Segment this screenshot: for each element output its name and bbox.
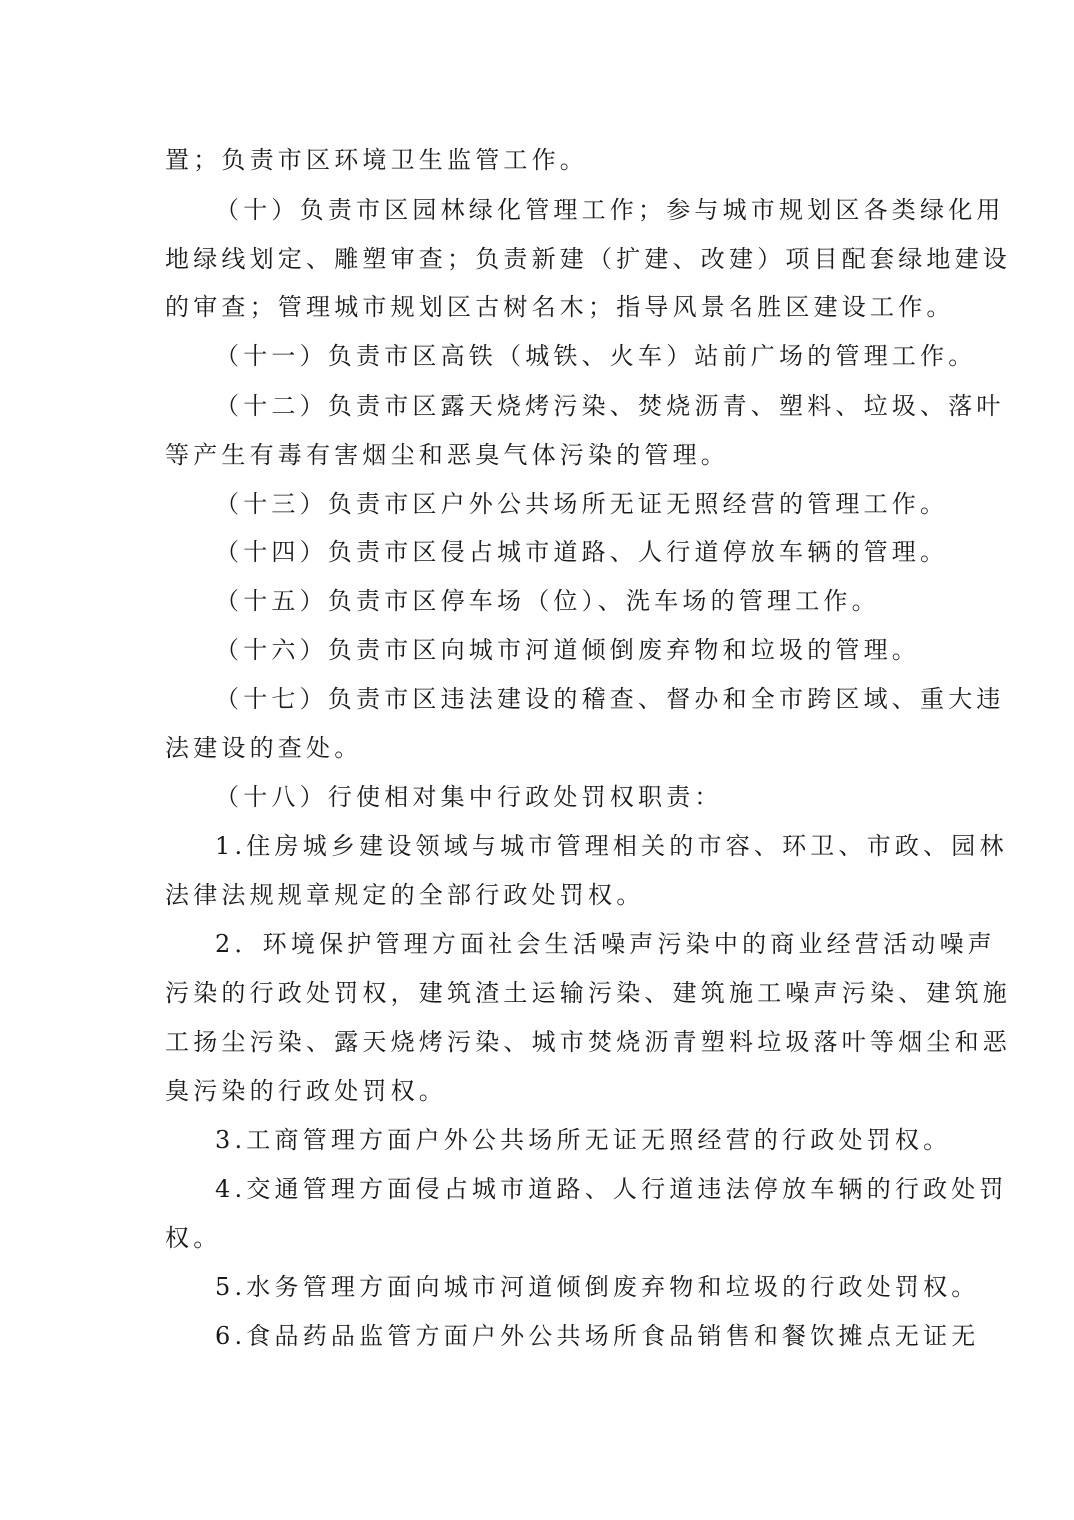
text-line: 6.食品药品监管方面户外公共场所食品销售和餐饮摊点无证无 — [215, 1322, 980, 1350]
text-line: 置；负责市区环境卫生监管工作。 — [165, 146, 588, 174]
text-line: 4.交通管理方面侵占城市道路、人行道违法停放车辆的行政处罚 — [215, 1175, 1008, 1203]
text-line: 臭污染的行政处罚权。 — [165, 1077, 447, 1105]
text-line: （十五）负责市区停车场（位）、洗车场的管理工作。 — [215, 587, 880, 615]
text-line: 法建设的查处。 — [165, 734, 363, 762]
text-line: （十一）负责市区高铁（城铁、火车）站前广场的管理工作。 — [215, 342, 977, 370]
text-line: 5.水务管理方面向城市河道倾倒废弃物和垃圾的行政处罚权。 — [215, 1273, 980, 1301]
text-line: （十）负责市区园林绿化管理工作；参与城市规划区各类绿化用 — [215, 196, 1005, 224]
text-line: 1.住房城乡建设领域与城市管理相关的市容、环卫、市政、园林 — [215, 832, 1008, 860]
text-line: 污染的行政处罚权，建筑渣土运输污染、建筑施工噪声污染、建筑施 — [165, 979, 1011, 1007]
text-line: （十四）负责市区侵占城市道路、人行道停放车辆的管理。 — [215, 538, 949, 566]
text-line: 权。 — [165, 1224, 222, 1252]
text-line: （十七）负责市区违法建设的稽查、督办和全市跨区域、重大违 — [215, 685, 1005, 713]
text-line: （十六）负责市区向城市河道倾倒废弃物和垃圾的管理。 — [215, 636, 920, 664]
text-line: （十八）行使相对集中行政处罚权职责： — [215, 783, 723, 811]
text-line: 等产生有毒有害烟尘和恶臭气体污染的管理。 — [165, 441, 729, 469]
text-line: （十二）负责市区露天烧烤污染、焚烧沥青、塑料、垃圾、落叶 — [215, 392, 1005, 420]
text-line: 2．环境保护管理方面社会生活噪声污染中的商业经营活动噪声 — [215, 930, 996, 958]
text-line: 法律法规规章规定的全部行政处罚权。 — [165, 881, 645, 909]
text-line: 地绿线划定、雕塑审查；负责新建（扩建、改建）项目配套绿地建设 — [165, 245, 1011, 273]
text-line: 的审查；管理城市规划区古树名木；指导风景名胜区建设工作。 — [165, 293, 955, 321]
text-line: 3.工商管理方面户外公共场所无证无照经营的行政处罚权。 — [215, 1126, 952, 1154]
text-line: 工扬尘污染、露天烧烤污染、城市焚烧沥青塑料垃圾落叶等烟尘和恶 — [165, 1028, 1011, 1056]
text-line: （十三）负责市区户外公共场所无证无照经营的管理工作。 — [215, 490, 949, 518]
